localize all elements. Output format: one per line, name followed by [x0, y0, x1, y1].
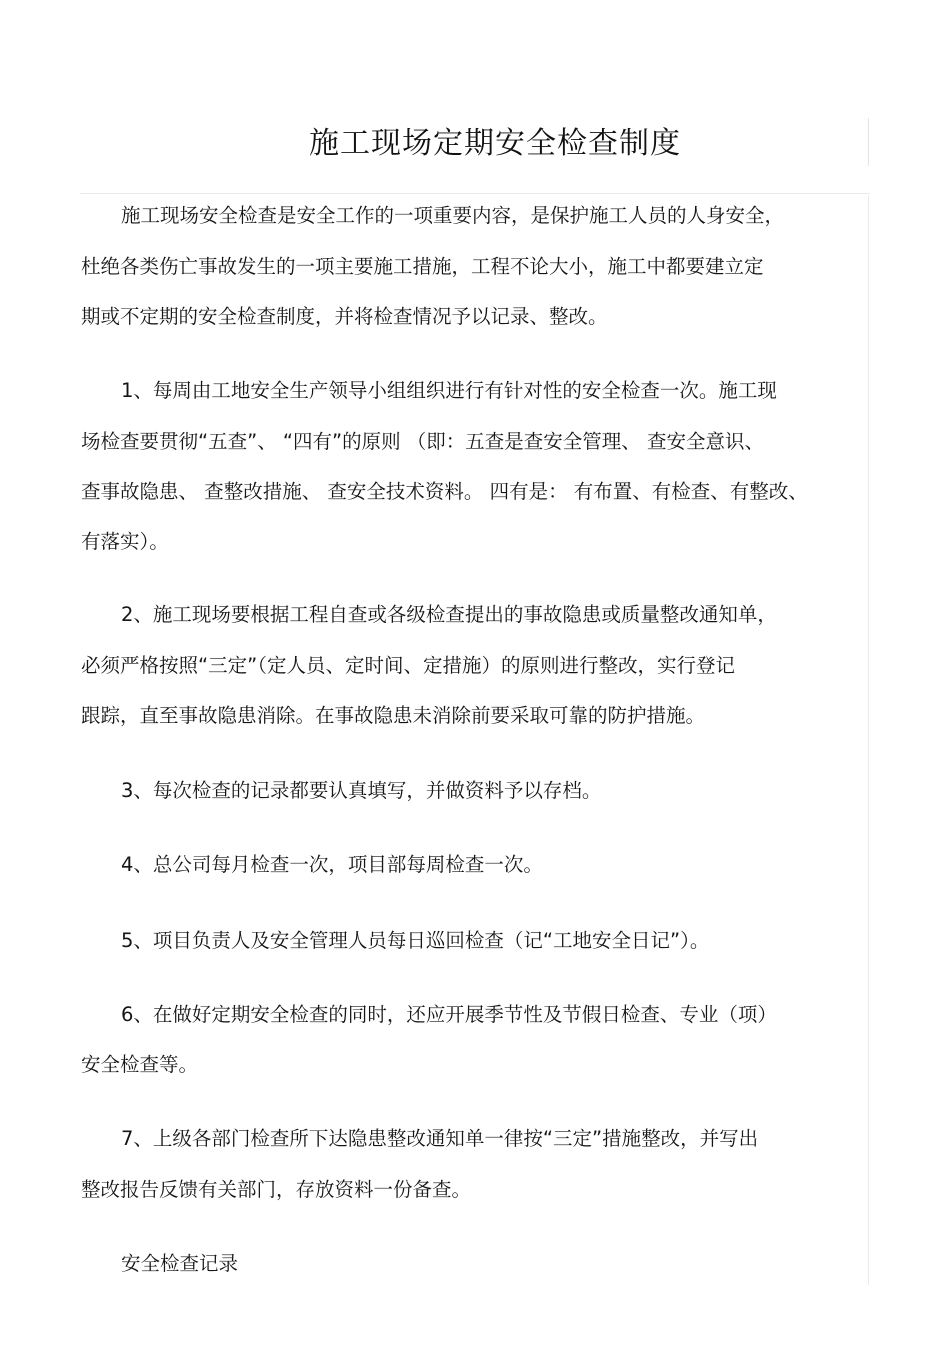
margin-divider [868, 195, 869, 1285]
item-1-line-4: 有落实）。 [81, 530, 169, 553]
document-title: 施工现场定期安全检查制度 [309, 126, 681, 161]
item-6-line-1: 6、在做好定期安全检查的同时，还应开展季节性及节假日检查、专业（项） [121, 1003, 777, 1026]
item-7-line-2: 整改报告反馈有关部门，存放资料一份备查。 [81, 1178, 472, 1201]
item-7-line-1: 7、上级各部门检查所下达隐患整改通知单一律按“三定”措施整改，并写出 [121, 1127, 759, 1150]
intro-line-1: 施工现场安全检查是安全工作的一项重要内容，是保护施工人员的人身安全， [121, 204, 785, 227]
item-2-line-1: 2、施工现场要根据工程自查或各级检查提出的事故隐患或质量整改通知单， [121, 603, 777, 626]
item-6-line-2: 安全检查等。 [81, 1053, 199, 1076]
header-divider [80, 193, 870, 194]
item-2-line-2: 必须严格按照“三定”（定人员、定时间、定措施）的原则进行整改，实行登记 [81, 654, 735, 677]
item-4: 4、总公司每月检查一次，项目部每周检查一次。 [121, 853, 543, 876]
item-5: 5、项目负责人及安全管理人员每日巡回检查（记“工地安全日记”）。 [121, 929, 710, 952]
item-1-line-1: 1、每周由工地安全生产领导小组组织进行有针对性的安全检查一次。施工现 [121, 379, 777, 402]
intro-line-3: 期或不定期的安全检查制度，并将检查情况予以记录、整改。 [81, 305, 608, 328]
item-1-line-3: 查事故隐患、 查整改措施、 查安全技术资料。 四有是： 有布置、有检查、有整改、 [81, 480, 808, 503]
item-3: 3、每次检查的记录都要认真填写，并做资料予以存档。 [121, 779, 602, 802]
item-2-line-3: 跟踪，直至事故隐患消除。在事故隐患未消除前要采取可靠的防护措施。 [81, 704, 706, 727]
intro-line-2: 杜绝各类伤亡事故发生的一项主要施工措施，工程不论大小，施工中都要建立定 [81, 255, 764, 278]
record-heading: 安全检查记录 [121, 1252, 239, 1275]
item-1-line-2: 场检查要贯彻“五查”、 “四有”的原则 （即：五查是查安全管理、 查安全意识、 [81, 430, 765, 453]
